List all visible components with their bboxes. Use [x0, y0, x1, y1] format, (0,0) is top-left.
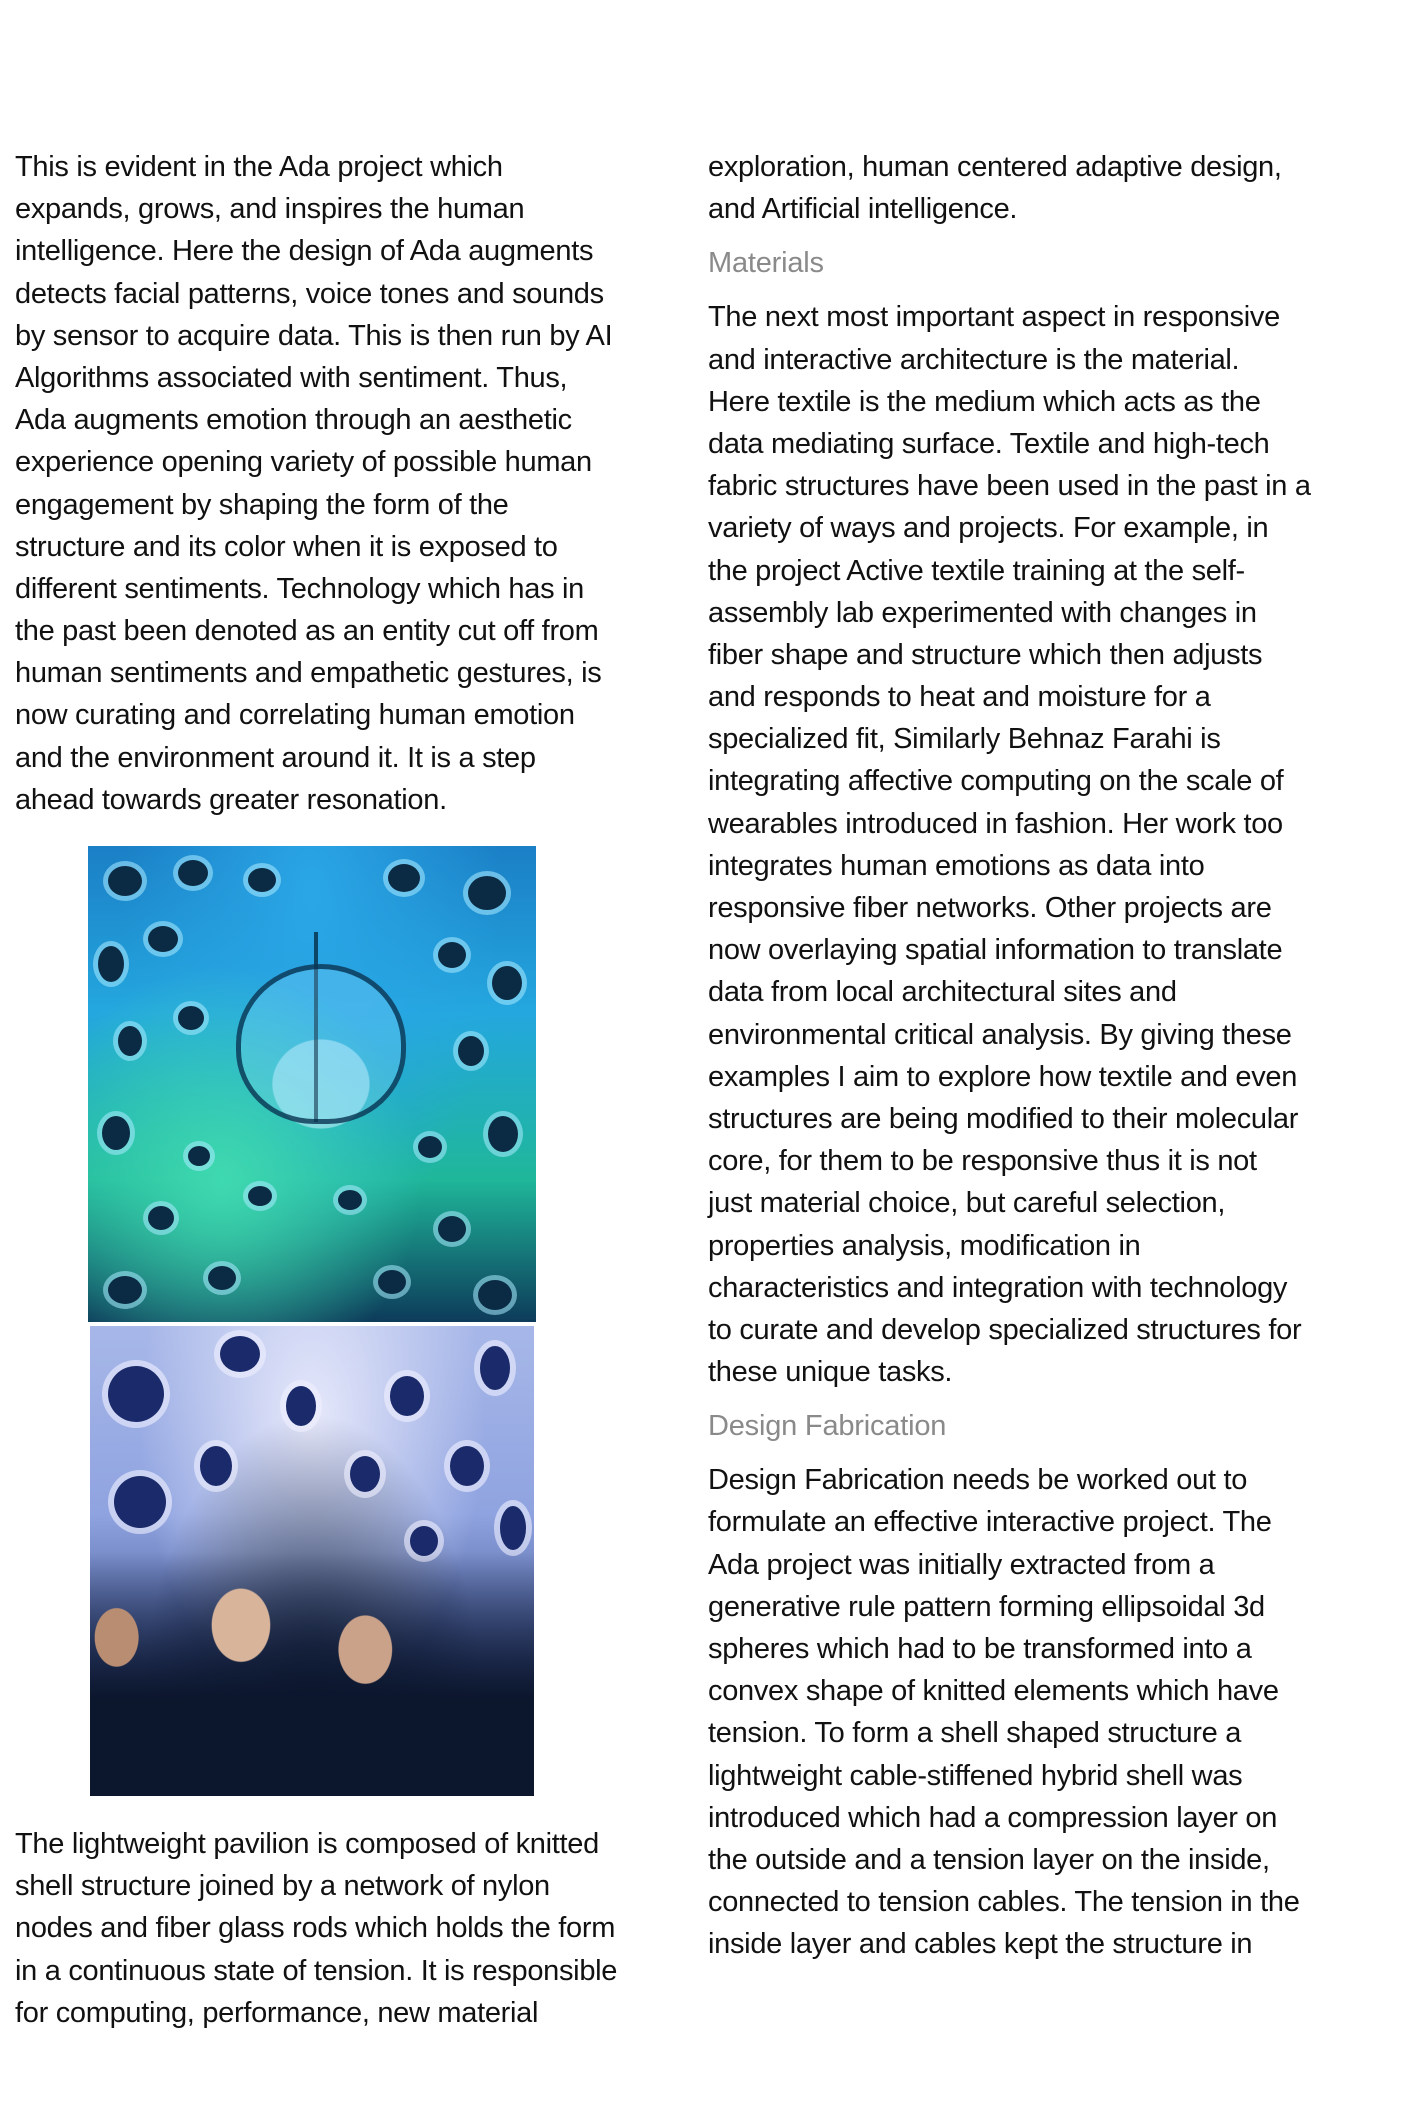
text-line: inside layer and cables kept the structure in — [708, 1928, 1253, 1961]
knit-cell — [480, 1346, 510, 1390]
knit-cell — [200, 1446, 232, 1486]
section-heading-design-fabrication: Design Fabrication — [708, 1410, 947, 1443]
text-line: environmental critical analysis. By giving these — [708, 1018, 1292, 1051]
text-line: formulate an effective interactive project. The — [708, 1506, 1272, 1539]
text-line: exploration, human centered adaptive design, — [708, 151, 1282, 183]
text-line: Ada augments emotion through an aesthetic — [15, 404, 572, 437]
text-line: data mediating surface. Textile and high-tech — [708, 427, 1270, 460]
knit-cell — [390, 1376, 424, 1416]
pavilion-interior-photo — [88, 846, 536, 1322]
text-line: This is evident in the Ada project which — [15, 151, 503, 183]
knit-cell — [478, 1280, 512, 1310]
knit-cell — [468, 876, 506, 910]
text-line: Ada project was initially extracted from a — [708, 1548, 1215, 1581]
knit-cell — [388, 864, 420, 892]
knit-cell — [248, 868, 276, 892]
text-line: experience opening variety of possible human — [15, 446, 592, 479]
text-line: fabric structures have been used in the past in a — [708, 470, 1311, 503]
knit-cell — [178, 860, 208, 886]
knit-cell — [178, 1006, 204, 1030]
knit-cell — [98, 946, 124, 982]
knit-cell — [208, 1266, 236, 1290]
text-line: responsive fiber networks. Other projects are — [708, 892, 1272, 924]
knit-cell — [148, 1206, 174, 1230]
text-line: The lightweight pavilion is composed of knitted — [15, 1828, 599, 1860]
text-line: characteristics and integration with technology — [708, 1271, 1288, 1304]
text-line: integrating affective computing on the scale of — [708, 765, 1284, 798]
text-line: in a continuous state of tension. It is responsible — [15, 1954, 618, 1987]
text-line: these unique tasks. — [708, 1356, 953, 1389]
visitors-group — [90, 1552, 534, 1796]
text-line: data from local architectural sites and — [708, 976, 1177, 1009]
knit-cell — [286, 1386, 316, 1426]
text-line: Design Fabrication needs be worked out to — [708, 1464, 1248, 1497]
knit-cell — [418, 1136, 442, 1158]
knit-cell — [338, 1190, 362, 1210]
left-column-lower — [15, 1823, 618, 2034]
knit-cell — [102, 1116, 130, 1150]
text-line: by sensor to acquire data. This is then run by AI — [15, 319, 613, 352]
knit-cell — [248, 1186, 272, 1206]
text-line: introduced which had a compression layer on — [708, 1801, 1278, 1834]
text-line: now curating and correlating human emotion — [15, 699, 575, 732]
text-line: for computing, performance, new material — [15, 1996, 539, 2029]
knit-cell — [488, 1116, 518, 1152]
text-line: human sentiments and empathetic gestures, is — [15, 657, 602, 690]
knit-cell — [350, 1456, 380, 1492]
materials-paragraph — [708, 296, 1328, 1393]
text-line: The next most important aspect in responsive — [708, 301, 1280, 334]
knit-cell — [220, 1336, 260, 1372]
text-line: tension. To form a shell shaped structure a — [708, 1717, 1242, 1750]
text-line: shell structure joined by a network of nylon — [15, 1870, 550, 1903]
knit-cell — [500, 1506, 526, 1550]
right-column — [708, 146, 1328, 1966]
design-fabrication-paragraph — [708, 1459, 1328, 1965]
text-line: lightweight cable-stiffened hybrid shell was — [708, 1759, 1243, 1792]
text-line: to curate and develop specialized structures for — [708, 1313, 1302, 1346]
text-line: now overlaying spatial information to translate — [708, 934, 1283, 967]
knit-cell — [114, 1476, 166, 1528]
text-line: Here textile is the medium which acts as the — [708, 385, 1261, 418]
text-line: the project Active textile training at the self- — [708, 554, 1245, 587]
knit-cell — [188, 1146, 210, 1166]
text-line: and interactive architecture is the material. — [708, 343, 1240, 376]
text-line: intelligence. Here the design of Ada augments — [15, 235, 594, 268]
text-line: connected to tension cables. The tension in the — [708, 1886, 1300, 1919]
text-line: and the environment around it. It is a step — [15, 741, 536, 774]
text-line: specialized fit, Similarly Behnaz Farahi is — [708, 723, 1221, 756]
text-line: variety of ways and projects. For example, in — [708, 512, 1269, 545]
text-line: examples I aim to explore how textile and even — [708, 1060, 1298, 1093]
continuation-paragraph — [708, 146, 1328, 230]
intro-paragraph — [15, 146, 615, 821]
left-column — [15, 146, 615, 821]
pavilion-paragraph — [15, 1823, 618, 2034]
knit-cell — [438, 942, 466, 968]
text-line: and responds to heat and moisture for a — [708, 681, 1211, 714]
text-line: different sentiments. Technology which has in — [15, 572, 584, 605]
text-line: spheres which had to be transformed into a — [708, 1633, 1252, 1665]
text-line: detects facial patterns, voice tones and sounds — [15, 277, 604, 310]
knit-cell — [438, 1216, 466, 1242]
text-line: convex shape of knitted elements which have — [708, 1675, 1279, 1708]
section-heading-materials: Materials — [708, 247, 824, 280]
knit-cell — [108, 1366, 164, 1422]
text-line: core, for them to be responsive thus it is not — [708, 1145, 1257, 1178]
text-line: and Artificial intelligence. — [708, 193, 1018, 226]
text-line: the past been denoted as an entity cut off from — [15, 615, 599, 648]
text-line: assembly lab experimented with changes in — [708, 596, 1257, 629]
text-line: properties analysis, modification in — [708, 1229, 1141, 1262]
text-line: structures are being modified to their molecular — [708, 1102, 1299, 1135]
knit-cell — [458, 1036, 484, 1066]
text-line: Algorithms associated with sentiment. Thus, — [15, 361, 568, 394]
text-line: the outside and a tension layer on the inside, — [708, 1843, 1270, 1876]
knit-cell — [108, 1276, 142, 1304]
knit-cell — [148, 926, 178, 952]
pavilion-visitors-photo — [90, 1326, 534, 1796]
text-line: structure and its color when it is exposed to — [15, 530, 558, 563]
text-line: engagement by shaping the form of the — [15, 488, 509, 521]
text-line: wearables introduced in fashion. Her work too — [708, 807, 1283, 840]
knit-cell — [450, 1446, 484, 1486]
knit-cell — [492, 966, 522, 1000]
hanging-lantern — [236, 964, 406, 1124]
text-line: ahead towards greater resonation. — [15, 783, 447, 816]
text-line: integrates human emotions as data into — [708, 849, 1205, 882]
text-line: expands, grows, and inspires the human — [15, 193, 525, 226]
knit-cell — [378, 1270, 406, 1294]
text-line: fiber shape and structure which then adjusts — [708, 638, 1263, 671]
knit-cell — [108, 866, 142, 896]
text-line: just material choice, but careful selection, — [708, 1187, 1226, 1220]
text-line: generative rule pattern forming ellipsoidal 3d — [708, 1590, 1265, 1623]
knit-cell — [118, 1026, 142, 1056]
text-line: nodes and fiber glass rods which holds the form — [15, 1912, 616, 1945]
